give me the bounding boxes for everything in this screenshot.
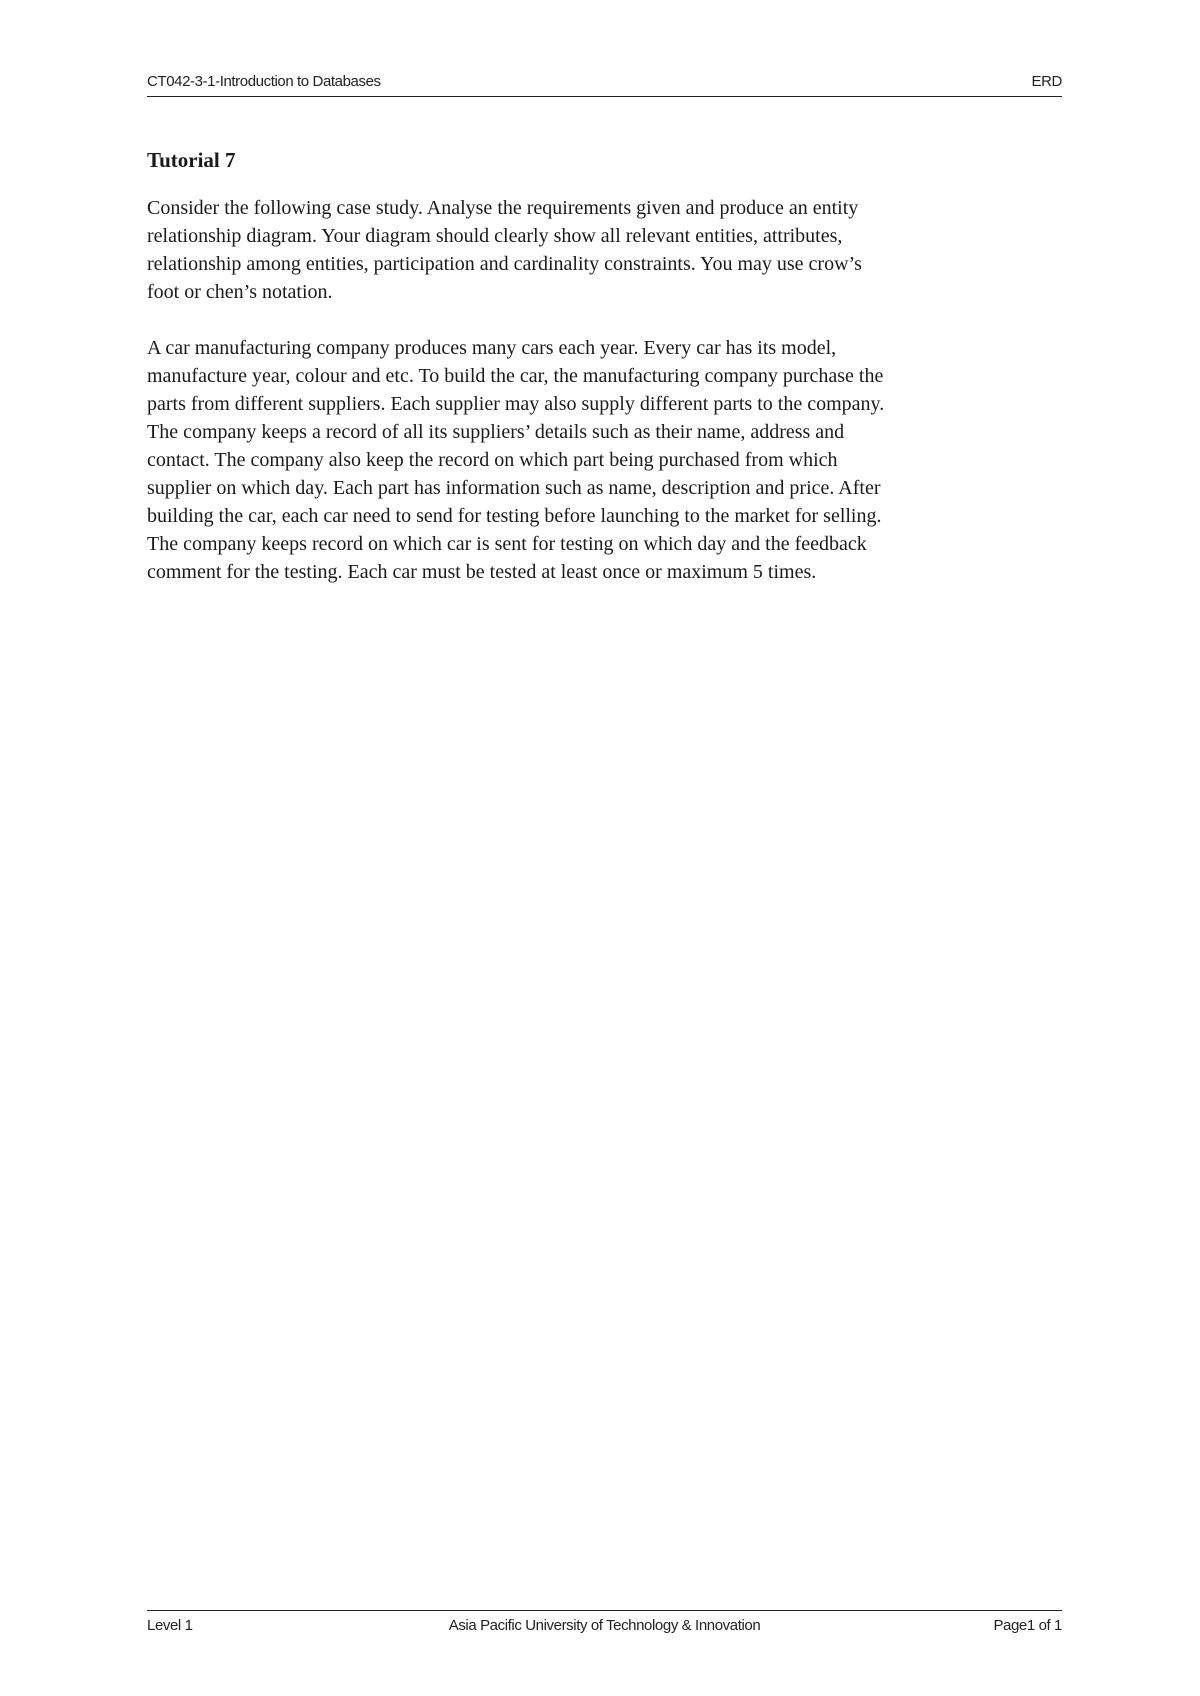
paragraph-line: relationship diagram. Your diagram should clearly show all relevant entities, attributes, — [147, 225, 843, 247]
document-body — [147, 146, 1062, 614]
paragraph-line: supplier on which day. Each part has information such as name, description and price. After — [147, 477, 881, 499]
footer-institution: Asia Pacific University of Technology & Innovation — [448, 1617, 761, 1634]
paragraph-line: comment for the testing. Each car must be tested at least once or maximum 5 times. — [147, 561, 817, 583]
paragraph-line: contact. The company also keep the record on which part being purchased from which — [147, 449, 838, 471]
paragraph-line: manufacture year, colour and etc. To build the car, the manufacturing company purchase the — [147, 365, 884, 387]
paragraph-line: relationship among entities, participation and cardinality constraints. You may use crow’s — [147, 253, 862, 275]
case-study-paragraph — [147, 334, 1062, 586]
header-course-title: CT042-3-1-Introduction to Databases — [147, 73, 381, 90]
paragraph-line: The company keeps record on which car is sent for testing on which day and the feedback — [147, 533, 867, 555]
paragraph-line: building the car, each car need to send for testing before launching to the market for selling. — [147, 505, 882, 527]
page-footer — [147, 1610, 1062, 1639]
paragraph-line: Consider the following case study. Analyse the requirements given and produce an entity — [147, 197, 859, 219]
paragraph-line: The company keeps a record of all its suppliers’ details such as their name, address and — [147, 421, 845, 443]
page-header — [147, 72, 1062, 97]
instructions-paragraph — [147, 194, 1062, 306]
header-topic: ERD — [1031, 73, 1062, 90]
tutorial-title: Tutorial 7 — [147, 148, 236, 172]
paragraph-line: A car manufacturing company produces many cars each year. Every car has its model, — [147, 337, 837, 359]
footer-page-number: Page1 of 1 — [993, 1617, 1062, 1634]
paragraph-line: foot or chen’s notation. — [147, 281, 333, 303]
paragraph-line: parts from different suppliers. Each supplier may also supply different parts to the company. — [147, 393, 885, 415]
footer-level: Level 1 — [147, 1617, 193, 1634]
